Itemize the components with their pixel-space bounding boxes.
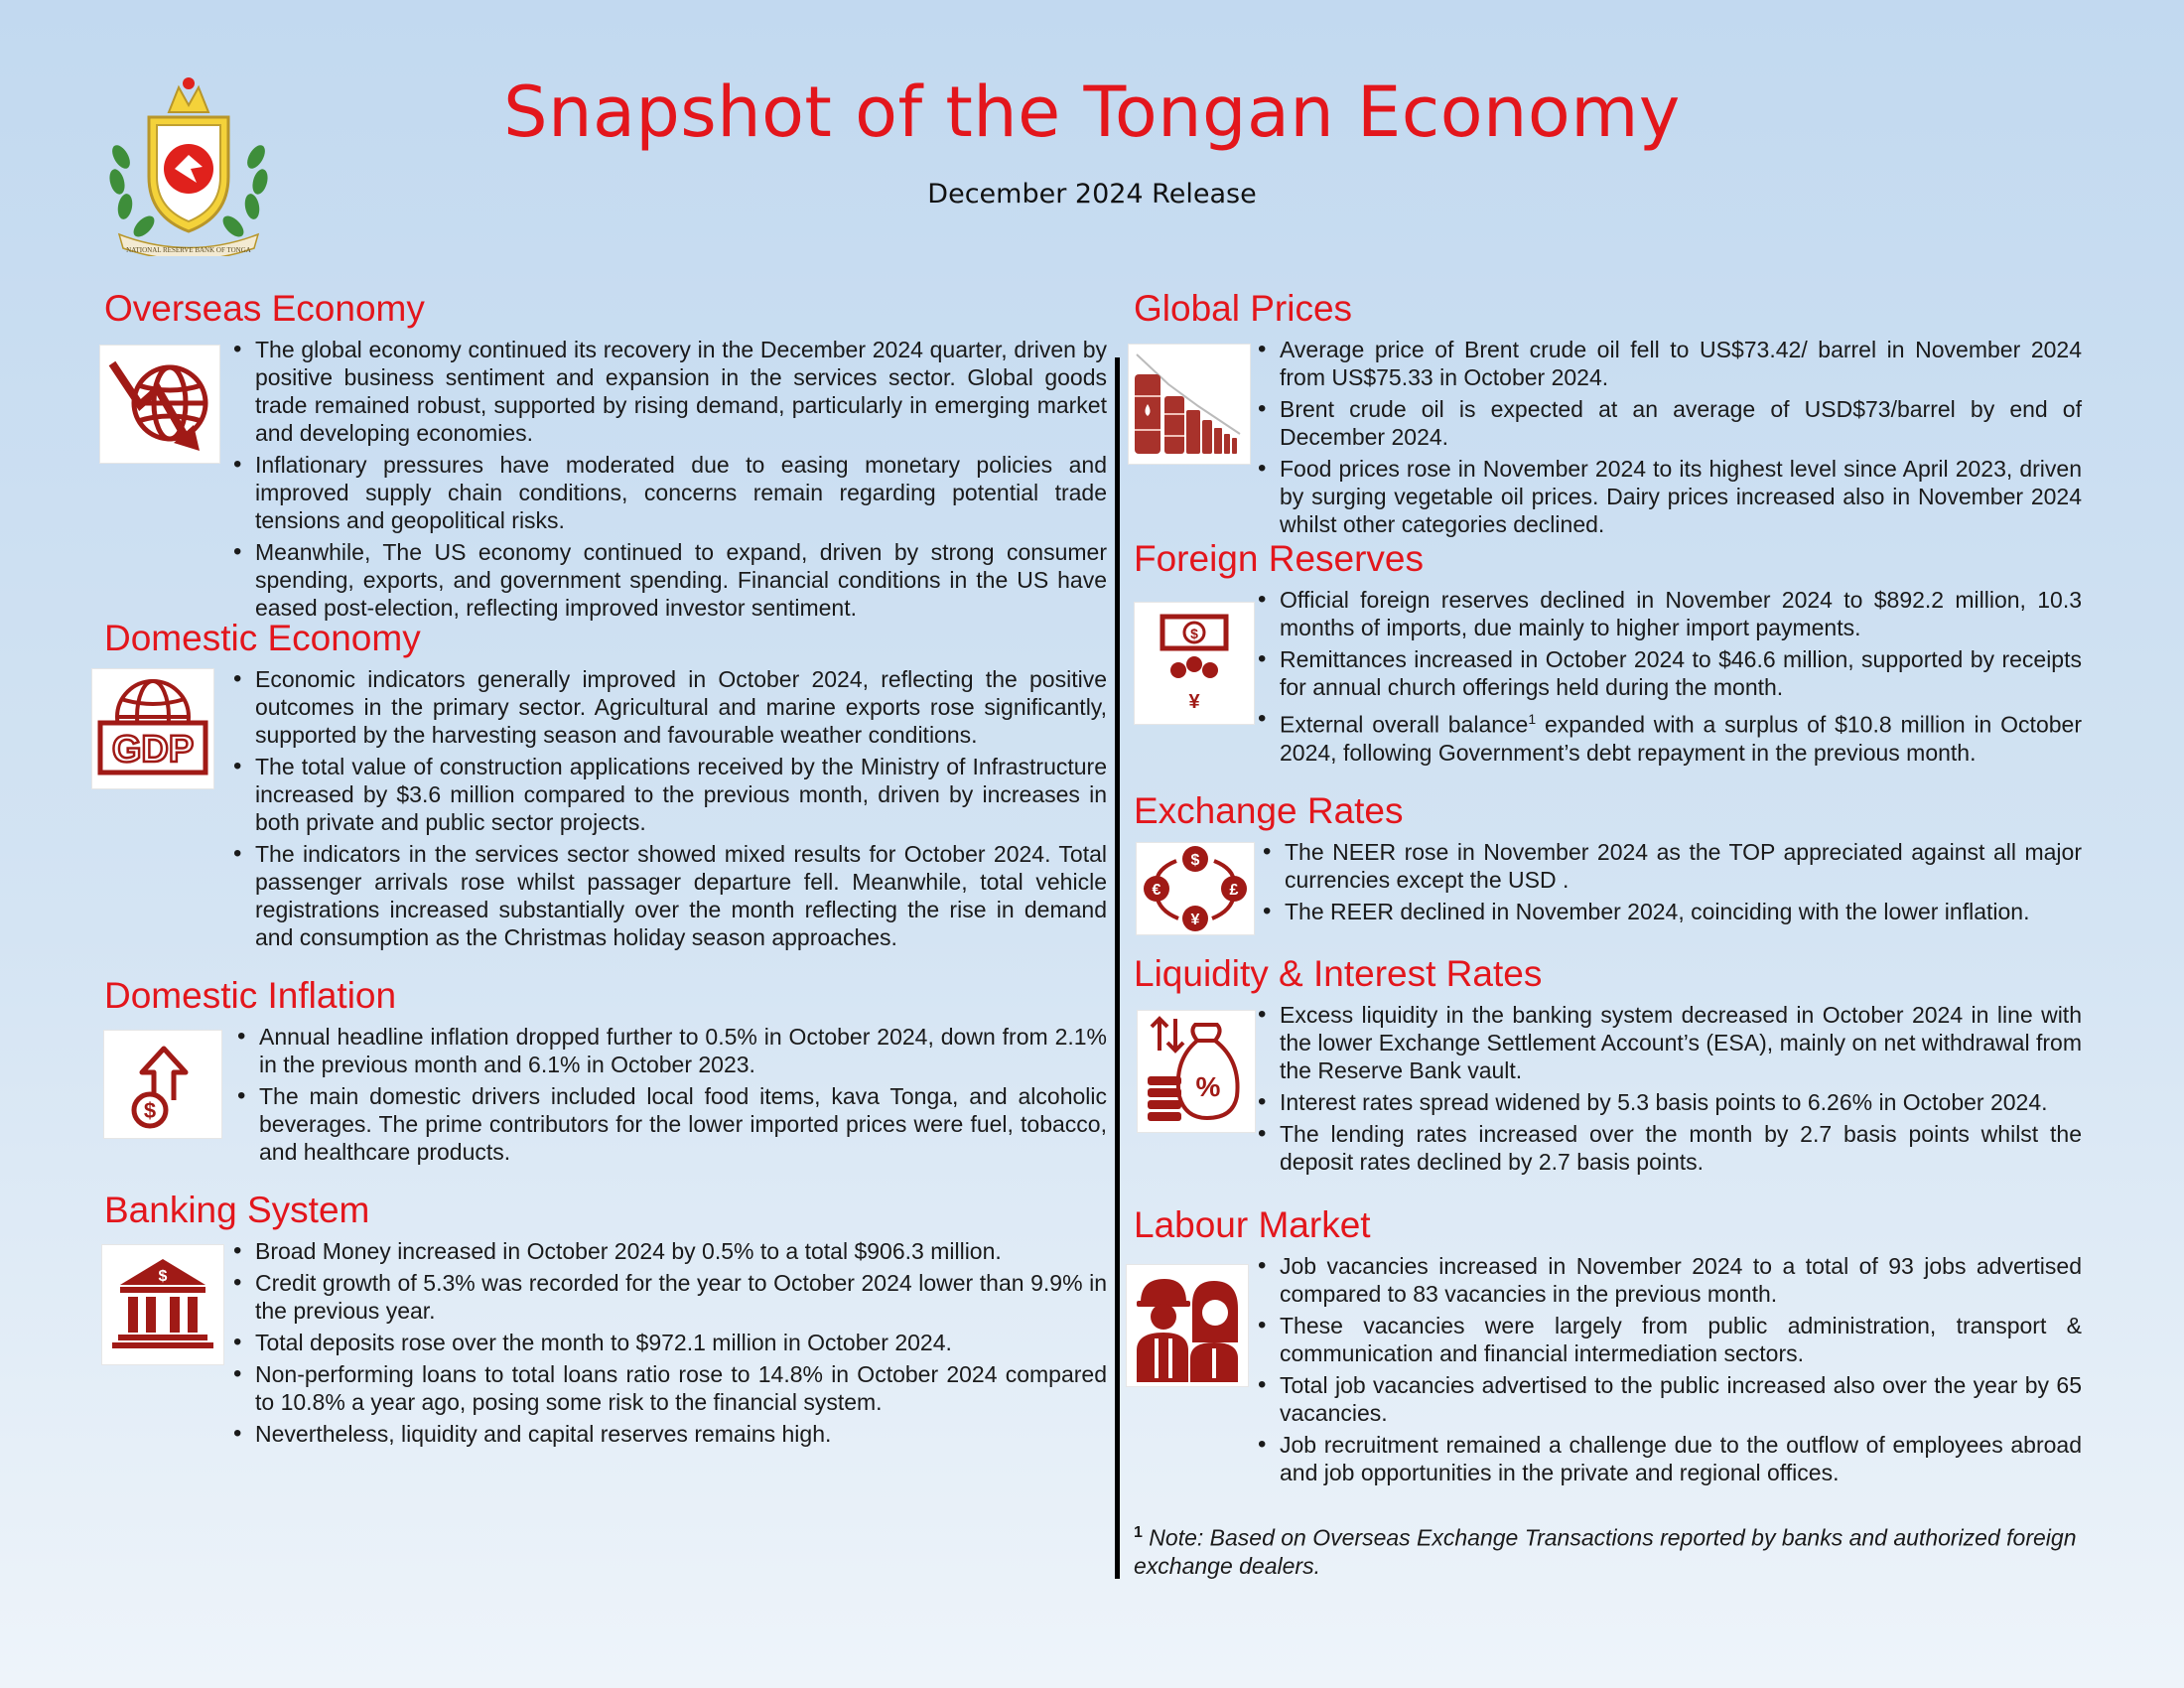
bullet-item: • The indicators in the services sector showed mixed results for October 2024. Total passenger arrivals rose whilst passager departure fell. Meanwhile, total vehicle registrations increased substantially over the month reflecting the rise in demand and consumption as the Christmas holiday season approaches. xyxy=(229,840,1107,951)
bullet-item: • Non-performing loans to total loans ratio rose to 14.8% in October 2024 compared to 10.8% a year ago, posing some risk to the financial system. xyxy=(229,1360,1107,1416)
bullet-item xyxy=(1254,705,2082,767)
svg-text:€: € xyxy=(1152,882,1161,899)
bullet-item: • Brent crude oil is expected at an average of USD$73/barrel by end of December 2024. xyxy=(1254,395,2082,451)
bullet-item: • Job recruitment remained a challenge due to the outflow of employees abroad and job opportunities in the private and regional offices. xyxy=(1254,1431,2082,1486)
bullet-item: • Inflationary pressures have moderated due to easing monetary policies and improved supply chain conditions, concerns remain regarding potential trade tensions and geopolitical risks. xyxy=(229,451,1107,534)
svg-text:£: £ xyxy=(1229,882,1239,899)
bullet-item: • The NEER rose in November 2024 as the TOP appreciated against all major currencies except the USD . xyxy=(1259,838,2082,894)
svg-text:$: $ xyxy=(1190,852,1200,869)
bank-building-icon xyxy=(101,1244,224,1365)
balance-text-end: expanded with a surplus of $10.8 million in October 2024, following Government’s debt repayment in the previous month. xyxy=(1280,711,2082,766)
liquidity-interest-section xyxy=(1134,953,2082,1175)
svg-text:¥: ¥ xyxy=(1188,691,1200,713)
footnote xyxy=(1134,1519,2087,1580)
banking-bullets xyxy=(229,1237,1107,1452)
bullet-item: • The total value of construction applications received by the Ministry of Infrastructure increased by $3.6 million compared to the previous month, driven by increases in both private and public sector projects. xyxy=(229,753,1107,836)
bullet-item: • The REER declined in November 2024, coinciding with the lower inflation. xyxy=(1259,898,2082,925)
domestic-economy-section xyxy=(104,618,1107,950)
bullet-item: • Total deposits rose over the month to $972.1 million in October 2024. xyxy=(229,1329,1107,1356)
domestic-bullets xyxy=(229,665,1107,955)
bullet-item: • Average price of Brent crude oil fell to US$73.42/ barrel in November 2024 from US$75.33 in October 2024. xyxy=(1254,336,2082,391)
section-title: Domestic Economy xyxy=(104,618,421,658)
page-title: Snapshot of the Tongan Economy xyxy=(503,71,1681,153)
bullet-item: • Total job vacancies advertised to the public increased also over the year by 65 vacancies. xyxy=(1254,1371,2082,1427)
svg-text:$: $ xyxy=(1190,626,1198,641)
overseas-economy-section xyxy=(104,288,1107,621)
bullet-item: • Remittances increased in October 2024 to $46.6 million, supported by receipts for annual church offerings held during the month. xyxy=(1254,645,2082,701)
release-date: December 2024 Release xyxy=(927,179,1257,210)
bullet-item: • Economic indicators generally improved in October 2024, reflecting the positive outcomes in the primary sector. Agricultural and marine exports rose significantly, supported by the harvesting season and favourable weather conditions. xyxy=(229,665,1107,749)
prices-bullets xyxy=(1254,336,2082,542)
bullet-item: • The global economy continued its recovery in the December 2024 quarter, driven by positive business sentiment and expansion in the services sector. Global goods trade remained robust, supported by rising demand, particularly in emerging market and developing economies. xyxy=(229,336,1107,447)
dollar-up-arrow-icon xyxy=(103,1030,222,1139)
section-title: Foreign Reserves xyxy=(1134,538,1425,579)
bullet-item: • Food prices rose in November 2024 to its highest level since April 2023, driven by surging vegetable oil prices. Dairy prices increased also in November 2024 whilst other categories declined. xyxy=(1254,455,2082,538)
footnote-number: 1 xyxy=(1134,1524,1143,1541)
globe-down-arrow-icon xyxy=(99,345,220,464)
section-title: Labour Market xyxy=(1134,1204,1371,1245)
section-title: Exchange Rates xyxy=(1134,790,1404,831)
column-divider xyxy=(1115,357,1120,1579)
bullet-item: • Nevertheless, liquidity and capital reserves remains high. xyxy=(229,1420,1107,1448)
domestic-inflation-section xyxy=(104,975,1107,1165)
bullet-item: • Interest rates spread widened by 5.3 basis points to 6.26% in October 2024. xyxy=(1254,1088,2082,1116)
oil-barrels-icon xyxy=(1128,344,1251,465)
inflation-bullets xyxy=(233,1023,1107,1170)
gdp-icon-label: GDP xyxy=(111,729,195,771)
bullet-item: • The lending rates increased over the month by 2.7 basis points whilst the deposit rates declined by 2.7 basis points. xyxy=(1254,1120,2082,1176)
bullet-item: • Credit growth of 5.3% was recorded for the year to October 2024 lower than 9.9% in the previous year. xyxy=(229,1269,1107,1325)
section-title: Banking System xyxy=(104,1190,370,1230)
balance-text-start: External overall balance xyxy=(1280,711,1529,738)
banking-system-section xyxy=(104,1190,1107,1447)
gdp-globe-icon xyxy=(91,668,214,789)
section-title: Global Prices xyxy=(1134,288,1353,329)
global-prices-section xyxy=(1134,288,2082,537)
currency-reserves-icon xyxy=(1134,602,1255,725)
bullet-item: • The main domestic drivers included local food items, kava Tonga, and alcoholic beverages. The prime contributors for the lower imported prices were fuel, tobacco, and healthcare products. xyxy=(233,1082,1107,1166)
overseas-bullets xyxy=(229,336,1107,626)
exchange-bullets xyxy=(1259,838,2082,929)
currency-exchange-cycle-icon xyxy=(1136,842,1255,935)
labour-bullets xyxy=(1254,1252,2082,1490)
bullet-item: • Job vacancies increased in November 2024 to a total of 93 jobs advertised compared to 83 vacancies in the previous month. xyxy=(1254,1252,2082,1308)
bullet-item: • Broad Money increased in October 2024 by 0.5% to a total $906.3 million. xyxy=(229,1237,1107,1265)
foreign-reserves-section xyxy=(1134,538,2082,766)
bullet-item: • Annual headline inflation dropped further to 0.5% in October 2024, down from 2.1% in the previous month and 6.1% in October 2023. xyxy=(233,1023,1107,1078)
bullet-item: • Meanwhile, The US economy continued to expand, driven by strong consumer spending, exports, and government spending. Financial conditions in the US have eased post-election, reflecting improved investor sentiment. xyxy=(229,538,1107,622)
workers-icon xyxy=(1126,1264,1249,1387)
bullet-item: • Excess liquidity in the banking system decreased in October 2024 in line with the lower Exchange Settlement Account’s (ESA), mainly on net withdrawal from the Reserve Bank vault. xyxy=(1254,1001,2082,1084)
footnote-marker: 1 xyxy=(1528,711,1537,727)
labour-market-section xyxy=(1134,1204,2082,1485)
logo-banner-text: NATIONAL RESERVE BANK OF TONGA xyxy=(126,246,251,254)
bullet-item: • These vacancies were largely from public administration, transport & communication and financial intermediation sectors. xyxy=(1254,1312,2082,1367)
liquidity-bullets xyxy=(1254,1001,2082,1180)
section-title: Liquidity & Interest Rates xyxy=(1134,953,1543,994)
svg-text:$: $ xyxy=(143,1098,157,1123)
bullet-item: • Official foreign reserves declined in November 2024 to $892.2 million, 10.3 months of imports, due mainly to higher import payments. xyxy=(1254,586,2082,641)
exchange-rates-section xyxy=(1134,790,2082,928)
section-title: Overseas Economy xyxy=(104,288,425,329)
reserves-bullets xyxy=(1254,586,2082,771)
money-bag-percent-icon xyxy=(1137,1010,1256,1133)
svg-text:¥: ¥ xyxy=(1190,912,1200,928)
svg-text:%: % xyxy=(1195,1071,1221,1102)
section-title: Domestic Inflation xyxy=(104,975,397,1016)
svg-text:$: $ xyxy=(158,1268,168,1285)
footnote-text: Note: Based on Overseas Exchange Transactions reported by banks and authorized foreign exchange dealers. xyxy=(1134,1524,2077,1579)
